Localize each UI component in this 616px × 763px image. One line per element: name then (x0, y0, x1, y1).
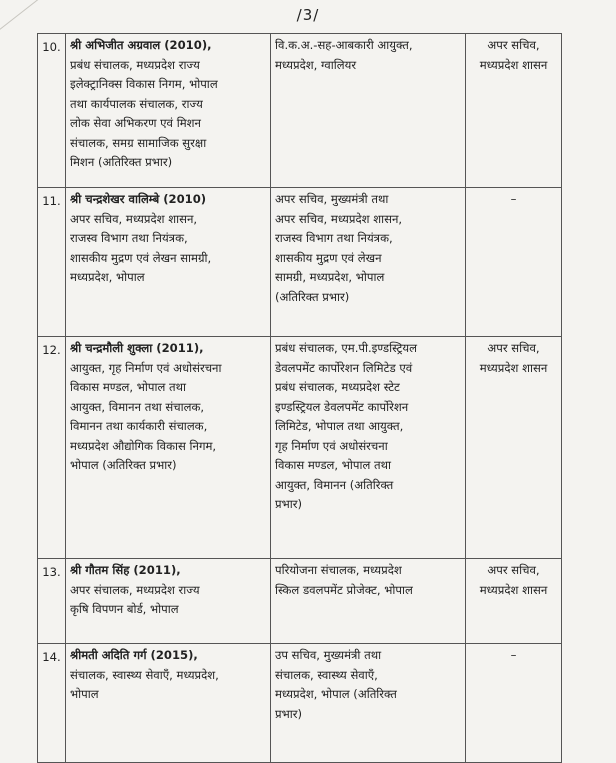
officer-name: श्री गौतम सिंह (2011), (70, 563, 181, 577)
new-posting-line: संचालक, स्वास्थ्य सेवाएँ, (275, 667, 378, 682)
current-posting-line: अपर संचालक, मध्यप्रदेश राज्य (70, 582, 200, 597)
transfer-order-table (37, 33, 562, 763)
current-posting-line: लोक सेवा अभिकरण एवं मिशन (70, 116, 201, 130)
new-posting-line: अपर सचिव, मध्यप्रदेश शासन, (275, 211, 403, 226)
new-posting-line: मध्यप्रदेश, ग्वालियर (275, 57, 357, 72)
serial-number: 12. (38, 337, 66, 559)
remark-cell (466, 337, 562, 559)
officer-current-posting-cell (66, 337, 271, 559)
table-row (38, 337, 562, 559)
current-posting-line: कृषि विपणन बोर्ड, भोपाल (70, 602, 179, 616)
remark-line: मध्यप्रदेश शासन (479, 360, 548, 375)
officer-current-posting-cell (66, 188, 271, 337)
officer-name: श्री चन्द्रमौली शुक्ला (2011), (70, 341, 204, 355)
new-posting-line: मध्यप्रदेश, भोपाल (अतिरिक्त (275, 687, 397, 701)
remark-line: – (510, 648, 517, 662)
current-posting-line: अपर सचिव, मध्यप्रदेश शासन, (70, 211, 198, 226)
current-posting-line: इलेक्ट्रानिक्स विकास निगम, भोपाल (70, 77, 218, 91)
table-row (38, 34, 562, 188)
remark-cell (466, 644, 562, 763)
current-posting-line: संचालक, स्वास्थ्य सेवाएँ, मध्यप्रदेश, (70, 667, 219, 682)
current-posting-line: भोपाल (70, 687, 99, 701)
new-posting-line: गृह निर्माण एवं अधोसंरचना (275, 438, 388, 453)
remark-line: अपर सचिव, (487, 341, 540, 355)
new-posting-line: उप सचिव, मुख्यमंत्री तथा (275, 648, 382, 662)
current-posting-line: विकास मण्डल, भोपाल तथा (70, 380, 187, 394)
new-posting-line: प्रबंध संचालक, मध्यप्रदेश स्टेट (275, 380, 400, 394)
current-posting-line: आयुक्त, विमानन तथा संचालक, (70, 399, 205, 414)
new-posting-cell (271, 34, 466, 188)
new-posting-line: इण्डस्ट्रियल डेवलपमेंट कार्पोरेशन (275, 399, 409, 414)
remark-cell (466, 559, 562, 644)
table-body (38, 34, 562, 763)
new-posting-line: अपर सचिव, मुख्यमंत्री तथा (275, 192, 389, 206)
current-posting-line: मध्यप्रदेश, भोपाल (70, 270, 145, 284)
new-posting-line: डेवलपमेंट कार्पोरेशन लिमिटेड एवं (275, 360, 413, 375)
current-posting-line: शासकीय मुद्रण एवं लेखन सामग्री, (70, 250, 212, 265)
remark-cell (466, 34, 562, 188)
new-posting-line: आयुक्त, विमानन (अतिरिक्त (275, 477, 394, 492)
new-posting-line: प्रभार) (275, 497, 303, 511)
new-posting-line: राजस्व विभाग तथा नियंत्रक, (275, 231, 393, 245)
officer-current-posting-cell (66, 34, 271, 188)
current-posting-line: आयुक्त, गृह निर्माण एवं अधोसंरचना (70, 360, 222, 375)
remark-line: अपर सचिव, (487, 563, 540, 577)
current-posting-line: राजस्व विभाग तथा नियंत्रक, (70, 231, 188, 245)
new-posting-line: (अतिरिक्त प्रभार) (275, 289, 350, 304)
new-posting-line: प्रबंध संचालक, एम.पी.इण्डस्ट्रियल (275, 341, 418, 355)
new-posting-line: शासकीय मुद्रण एवं लेखन (275, 250, 382, 265)
new-posting-cell (271, 337, 466, 559)
current-posting-line: संचालक, समग्र सामाजिक सुरक्षा (70, 135, 207, 150)
serial-number: 10. (38, 34, 66, 188)
new-posting-line: सामग्री, मध्यप्रदेश, भोपाल (275, 270, 385, 284)
current-posting-line: तथा कार्यपालक संचालक, राज्य (70, 96, 203, 111)
current-posting-line: मिशन (अतिरिक्त प्रभार) (70, 155, 173, 169)
officer-name: श्री अभिजीत अग्रवाल (2010), (70, 38, 212, 52)
table-row (38, 644, 562, 763)
page-number: /3/ (296, 6, 320, 24)
new-posting-cell (271, 559, 466, 644)
officer-name: श्रीमती अदिति गर्ग (2015), (70, 648, 198, 662)
new-posting-line: परियोजना संचालक, मध्यप्रदेश (275, 563, 402, 577)
officer-current-posting-cell (66, 644, 271, 763)
remark-line: मध्यप्रदेश शासन (479, 57, 548, 72)
officer-current-posting-cell (66, 559, 271, 644)
new-posting-line: स्किल डवलपमेंट प्रोजेक्ट, भोपाल (275, 582, 413, 597)
current-posting-line: मध्यप्रदेश औद्योगिक विकास निगम, (70, 438, 217, 453)
table-row (38, 188, 562, 337)
new-posting-line: लिमिटेड, भोपाल तथा आयुक्त, (275, 419, 404, 433)
new-posting-line: वि.क.अ.-सह-आबकारी आयुक्त, (275, 38, 413, 52)
remark-line: मध्यप्रदेश शासन (479, 582, 548, 597)
table-row (38, 559, 562, 644)
new-posting-cell (271, 188, 466, 337)
current-posting-line: विमानन तथा कार्यकारी संचालक, (70, 419, 208, 433)
serial-number: 11. (38, 188, 66, 337)
new-posting-cell (271, 644, 466, 763)
serial-number: 13. (38, 559, 66, 644)
serial-number: 14. (38, 644, 66, 763)
current-posting-line: भोपाल (अतिरिक्त प्रभार) (70, 458, 177, 472)
new-posting-line: प्रभार) (275, 706, 303, 721)
remark-cell (466, 188, 562, 337)
current-posting-line: प्रबंध संचालक, मध्यप्रदेश राज्य (70, 57, 200, 72)
new-posting-line: विकास मण्डल, भोपाल तथा (275, 458, 392, 472)
remark-line: अपर सचिव, (487, 38, 540, 52)
officer-name: श्री चन्द्रशेखर वालिम्बे (2010) (70, 192, 207, 206)
remark-line: – (510, 192, 517, 206)
